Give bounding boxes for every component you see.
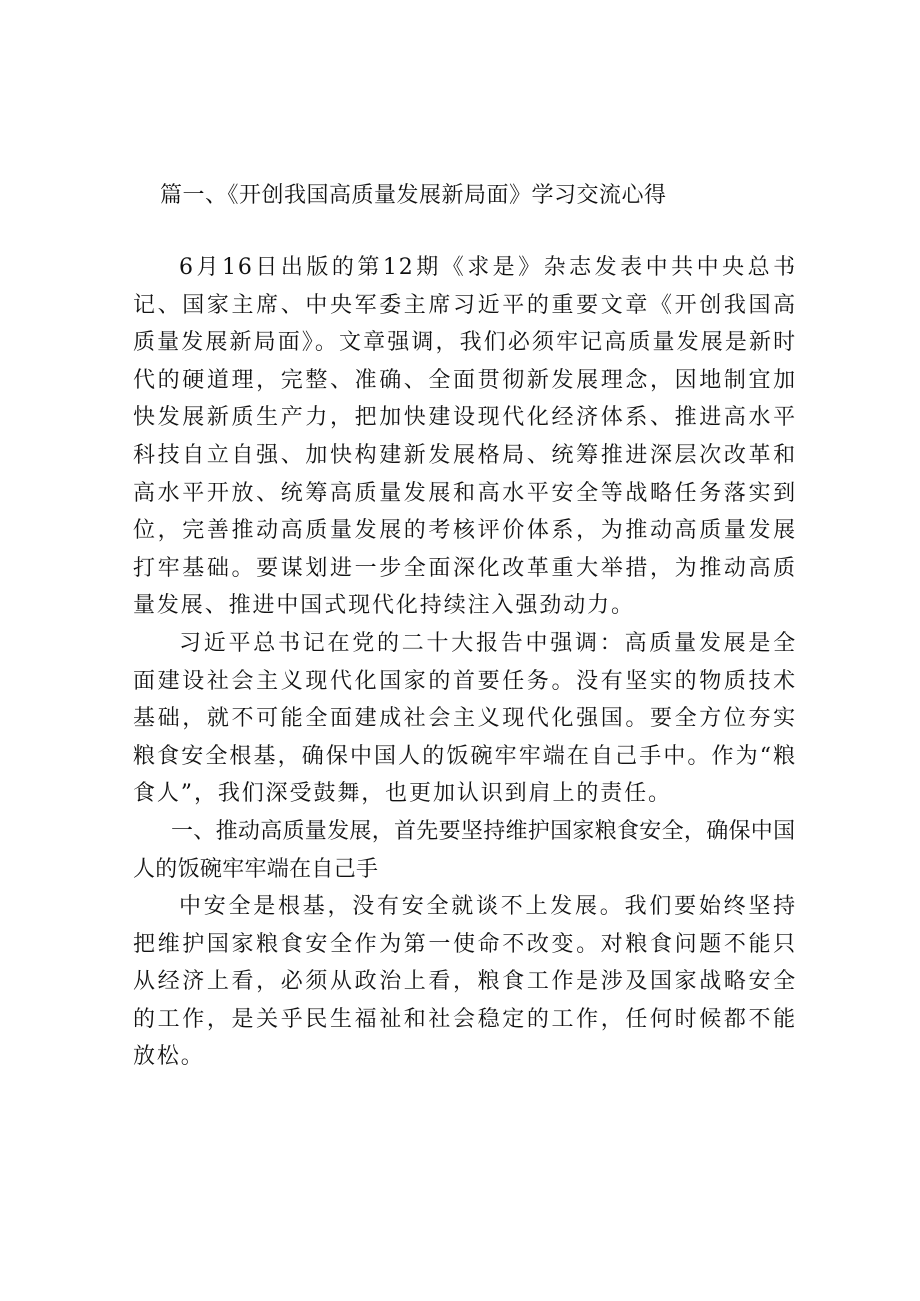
section-paragraph-1: 中安全是根基，没有安全就谈不上发展。我们要始终坚持把维护国家粮食安全作为第一使命不改变。对粮食问题不能只从经济上看，必须从政治上看，粮食工作是涉及国家战略安全的工作，是关乎民生福祉和社会稳定的工作，任何时候都不能放松。 bbox=[133, 894, 797, 1070]
section-heading-1: 一、推动高质量发展，首先要坚持维护国家粮食安全，确保中国人的饭碗牢牢端在自己手 bbox=[133, 818, 796, 882]
document-title: 篇一、《开创我国高质量发展新局面》学习交流心得 bbox=[160, 183, 667, 208]
body-paragraph-1: 6月16日出版的第12期《求是》杂志发表中共中央总书记、国家主席、中央军委主席习近平的重要文章《开创我国高质量发展新局面》。文章强调，我们必须牢记高质量发展是新时代的硬道理，完整、准确、全面贯彻新发展理念，因地制宜加快发展新质生产力，把加快建设现代化经济体系、推进高水平科技自立自强、加快构建新发展格局、统筹推进深层次改革和高水平开放、统筹高质量发展和高水平安全等战略任务落实到位，完善推动高质量发展的考核评价体系，为推动高质量发展打牢基础。要谋划进一步全面深化改革重大举措，为推动高质量发展、推进中国式现代化持续注入强劲动力。 bbox=[133, 255, 797, 619]
document-body bbox=[133, 249, 797, 1076]
body-paragraph-2: 习近平总书记在党的二十大报告中强调：高质量发展是全面建设社会主义现代化国家的首要任务。没有坚实的物质技术基础，就不可能全面建成社会主义现代化强国。要全方位夯实粮食安全根基，确保中国人的饭碗牢牢端在自己手中。作为“粮食人”，我们深受鼓舞，也更加认识到肩上的责任。 bbox=[133, 630, 797, 807]
